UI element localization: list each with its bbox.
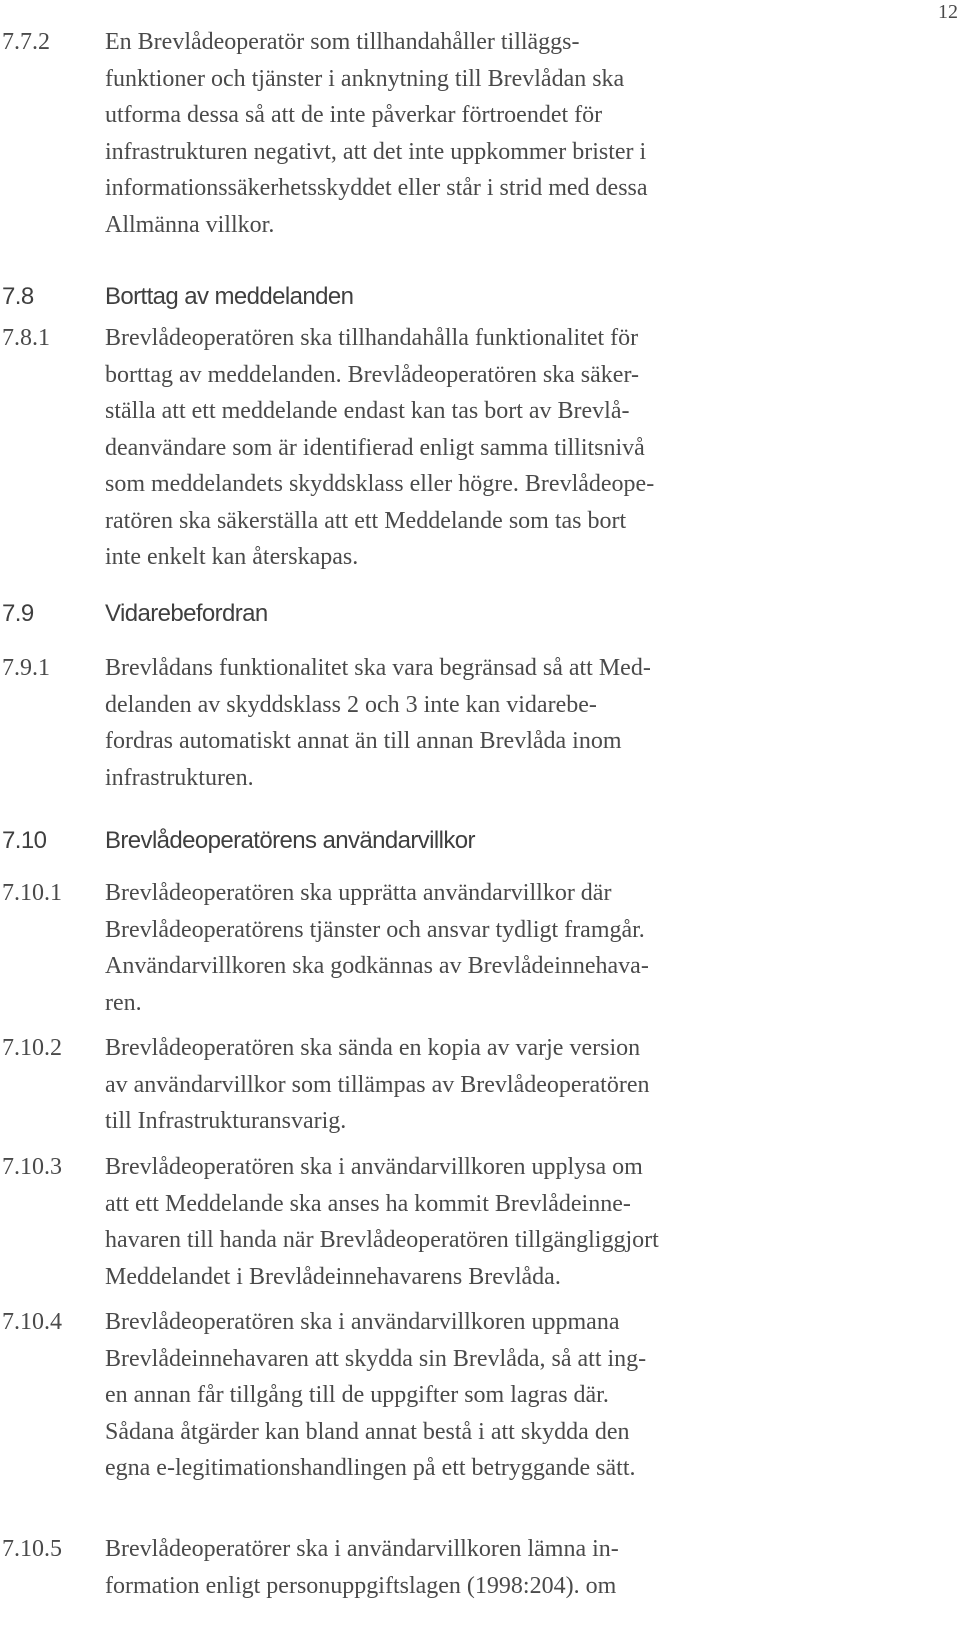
text-line: till Infrastrukturansvarig.	[105, 1108, 347, 1134]
section-title: Borttag av meddelanden	[105, 283, 354, 310]
section-title: Brevlådeoperatörens användarvillkor	[105, 827, 475, 854]
text-line: infrastrukturen negativt, att det inte uppkommer brister i	[105, 138, 647, 165]
section-number: 7.9	[2, 600, 34, 627]
text-line: formation enligt personuppgiftslagen (1998:204). om	[105, 1572, 617, 1599]
clause-text	[105, 875, 905, 1021]
text-line: ställa att ett meddelande endast kan tas bort av Brevlå-	[105, 398, 630, 424]
clause-number: 7.7.2	[2, 29, 50, 55]
text-line: Brevlådeoperatören ska upprätta användarvillkor där	[105, 880, 612, 906]
text-line: borttag av meddelanden. Brevlådeoperatören ska säker-	[105, 361, 639, 388]
clause-number: 7.10.4	[2, 1309, 62, 1335]
clause-text	[105, 320, 905, 576]
text-line: ratören ska säkerställa att ett Meddelande som tas bort	[105, 507, 627, 534]
text-line: Brevlådeoperatören ska i användarvillkoren upplysa om	[105, 1154, 643, 1180]
text-line: Brevlådeoperatörens tjänster och ansvar tydligt framgår.	[105, 916, 645, 943]
text-line: En Brevlådeoperatör som tillhandahåller tilläggs-	[105, 29, 580, 55]
text-line: funktioner och tjänster i anknytning till Brevlådan ska	[105, 65, 625, 92]
text-line: infrastrukturen.	[105, 764, 254, 791]
text-line: Brevlådeinnehavaren att skydda sin Brevlåda, så att ing-	[105, 1345, 647, 1372]
text-line: fordras automatiskt annat än till annan Brevlåda inom	[105, 728, 622, 754]
clause-text	[105, 1304, 905, 1487]
page-number: 12	[938, 1, 958, 23]
clause-text	[105, 1531, 905, 1604]
text-line: delanden av skyddsklass 2 och 3 inte kan vidarebe-	[105, 691, 597, 718]
text-line: Användarvillkoren ska godkännas av Brevlådeinnehava-	[105, 953, 649, 979]
section-number: 7.8	[2, 283, 34, 310]
text-line: att ett Meddelande ska anses ha kommit Brevlådeinne-	[105, 1190, 631, 1217]
text-line: Brevlådeoperatören ska sända en kopia av varje version	[105, 1035, 641, 1061]
text-line: havaren till handa när Brevlådeoperatören tillgängliggjort	[105, 1227, 659, 1253]
clause-number: 7.10.3	[2, 1154, 62, 1180]
text-line: Brevlådeoperatören ska tillhandahålla funktionalitet för	[105, 325, 639, 351]
clause-text	[105, 1149, 905, 1295]
text-line: som meddelandets skyddsklass eller högre. Brevlådeope-	[105, 471, 655, 497]
clause-text	[105, 650, 905, 796]
text-line: Brevlådans funktionalitet ska vara begränsad så att Med-	[105, 655, 651, 681]
text-line: informationssäkerhetsskyddet eller står i strid med dessa	[105, 175, 648, 201]
text-line: inte enkelt kan återskapas.	[105, 544, 359, 570]
clause-number: 7.10.5	[2, 1536, 62, 1562]
text-line: Brevlådeoperatören ska i användarvillkoren uppmana	[105, 1309, 620, 1335]
clause-number: 7.10.2	[2, 1035, 62, 1061]
text-line: Allmänna villkor.	[105, 211, 275, 238]
section-title: Vidarebefordran	[105, 600, 268, 627]
text-line: deanvändare som är identifierad enligt samma tillitsnivå	[105, 434, 645, 461]
clause-text	[105, 1030, 905, 1140]
text-line: utforma dessa så att de inte påverkar förtroendet för	[105, 102, 603, 128]
clause-number: 7.9.1	[2, 655, 50, 681]
clause-number: 7.8.1	[2, 325, 50, 351]
clause-number: 7.10.1	[2, 880, 62, 906]
text-line: egna e-legitimationshandlingen på ett betryggande sätt.	[105, 1455, 636, 1481]
clause-text	[105, 24, 905, 243]
text-line: ren.	[105, 989, 142, 1016]
section-number: 7.10	[2, 827, 47, 854]
text-line: Meddelandet i Brevlådeinnehavarens Brevlåda.	[105, 1263, 561, 1290]
text-line: Brevlådeoperatörer ska i användarvillkoren lämna in-	[105, 1536, 619, 1562]
text-line: av användarvillkor som tillämpas av Brevlådeoperatören	[105, 1071, 650, 1098]
text-line: Sådana åtgärder kan bland annat bestå i att skydda den	[105, 1418, 630, 1445]
text-line: en annan får tillgång till de uppgifter som lagras där.	[105, 1382, 609, 1408]
